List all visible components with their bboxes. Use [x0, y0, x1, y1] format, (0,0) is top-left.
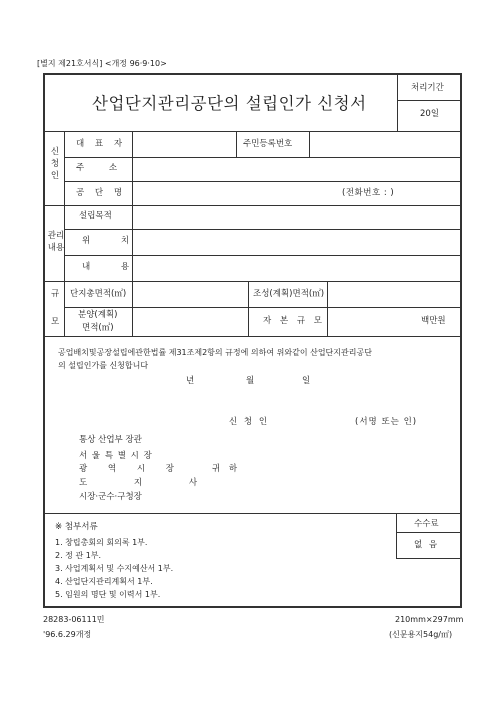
capital-label: 자 본 규 모: [263, 316, 325, 326]
date-day-label: 일: [302, 376, 311, 386]
address-label: 주 소: [76, 163, 129, 173]
content-field[interactable]: [133, 256, 459, 280]
left-border: [43, 73, 45, 608]
scale-divider-1: [248, 281, 249, 307]
recipient-seoul-mayor: 서 울 특 별 시 장: [79, 451, 153, 461]
management-section-label: 관리 내용: [47, 231, 65, 253]
resident-id-field[interactable]: [310, 132, 459, 156]
phone-label: (전화번호 : ): [342, 188, 395, 198]
attachment-item: 4. 산업단지관리계획서 1부.: [55, 577, 153, 586]
statement-line-1: 공업배치및공장설립에관한법률 제31조제2항의 규정에 의하여 위와같이 산업단지관리공단: [58, 348, 372, 357]
sign-or-seal-label: (서명 또는 인): [355, 417, 418, 427]
applicant-sign-label: 신 청 인: [229, 417, 270, 427]
resident-id-label: 주민등록번호: [243, 139, 293, 149]
attachment-item: 5. 임원의 명단 및 이력서 1부.: [55, 590, 161, 599]
fee-divider: [396, 513, 397, 558]
right-border: [460, 73, 462, 608]
recipient-local-heads: 시장·군수·구청장: [79, 492, 142, 502]
signature-field[interactable]: [275, 413, 351, 429]
content-label: 내 용: [82, 262, 144, 272]
top-border: [43, 73, 461, 75]
processing-line: [397, 100, 460, 101]
date-month-label: 월: [246, 376, 255, 386]
processing-label: 처리기간: [411, 83, 444, 93]
representative-field[interactable]: [133, 132, 235, 156]
attachment-item: 2. 정 관 1부.: [55, 551, 102, 560]
statement-line-2: 의 설립인가를 신청합니다: [58, 361, 149, 370]
date-year-label: 년: [186, 376, 195, 386]
attachment-item: 1. 창립총회의 회의록 1부.: [55, 538, 148, 547]
location-field[interactable]: [133, 230, 459, 254]
fee-value: 없 음: [414, 540, 440, 550]
processing-value: 20일: [420, 109, 440, 119]
processing-divider: [397, 74, 398, 131]
footer-revision: '96.6.29개정: [43, 630, 92, 639]
footer-code: 28283-06111민: [43, 615, 105, 624]
applicant-section-label: 신 청 인: [50, 147, 60, 181]
scale-label-divider-2: [64, 307, 65, 336]
total-area-label: 단지총면적(㎡): [70, 289, 127, 299]
recipient-governor: 도 지 사: [79, 478, 220, 488]
attachments-heading: ※ 첨부서류: [55, 522, 98, 532]
scale-label-divider: [64, 281, 65, 307]
capital-field[interactable]: [328, 308, 416, 335]
company-label: 공 단 명: [76, 188, 127, 198]
purpose-field[interactable]: [133, 206, 459, 228]
sale-area-label-2: 면적(㎡): [82, 323, 114, 333]
capital-unit: 백만원: [421, 316, 446, 326]
rep-divider-1: [236, 131, 237, 157]
form-title: 산업단지관리공단의 설립인가 신청서: [92, 94, 367, 113]
planned-area-label: 조성(계획)면적(㎡): [253, 289, 325, 299]
location-label: 위 치: [82, 236, 144, 246]
sale-area-label-1: 분양(계획): [78, 310, 118, 320]
purpose-label: 설립목적: [79, 211, 112, 221]
company-field[interactable]: [133, 182, 333, 204]
form-number-label: [별지 제21호서식] <개정 96·9·10>: [37, 59, 167, 68]
scale-section-label-2: 모: [51, 317, 60, 327]
recipient-minister: 통상 산업부 장관: [79, 435, 142, 445]
attachments-top-line: [44, 513, 460, 514]
scale-section-label-1: 규: [51, 289, 60, 299]
fee-line-1: [396, 532, 460, 533]
statement-top-line: [44, 336, 460, 337]
address-field[interactable]: [133, 158, 459, 180]
planned-area-field[interactable]: [328, 282, 459, 306]
footer-paper-type: (신문용지54g/㎡): [389, 630, 453, 639]
fee-line-2: [396, 558, 460, 559]
honorific-label: 귀 하: [212, 464, 241, 474]
bottom-border: [43, 606, 461, 608]
attachment-item: 3. 사업계획서 및 수지예산서 1부.: [55, 564, 174, 573]
representative-label: 대 표 자: [76, 139, 127, 149]
fee-label: 수수료: [414, 519, 439, 529]
total-area-field[interactable]: [133, 282, 247, 306]
recipient-metro-mayor: 광 역 시 장: [79, 464, 183, 474]
footer-paper-size: 210mm×297mm: [395, 615, 464, 624]
sale-area-field[interactable]: [133, 308, 247, 335]
scale-divider-3: [248, 307, 249, 336]
